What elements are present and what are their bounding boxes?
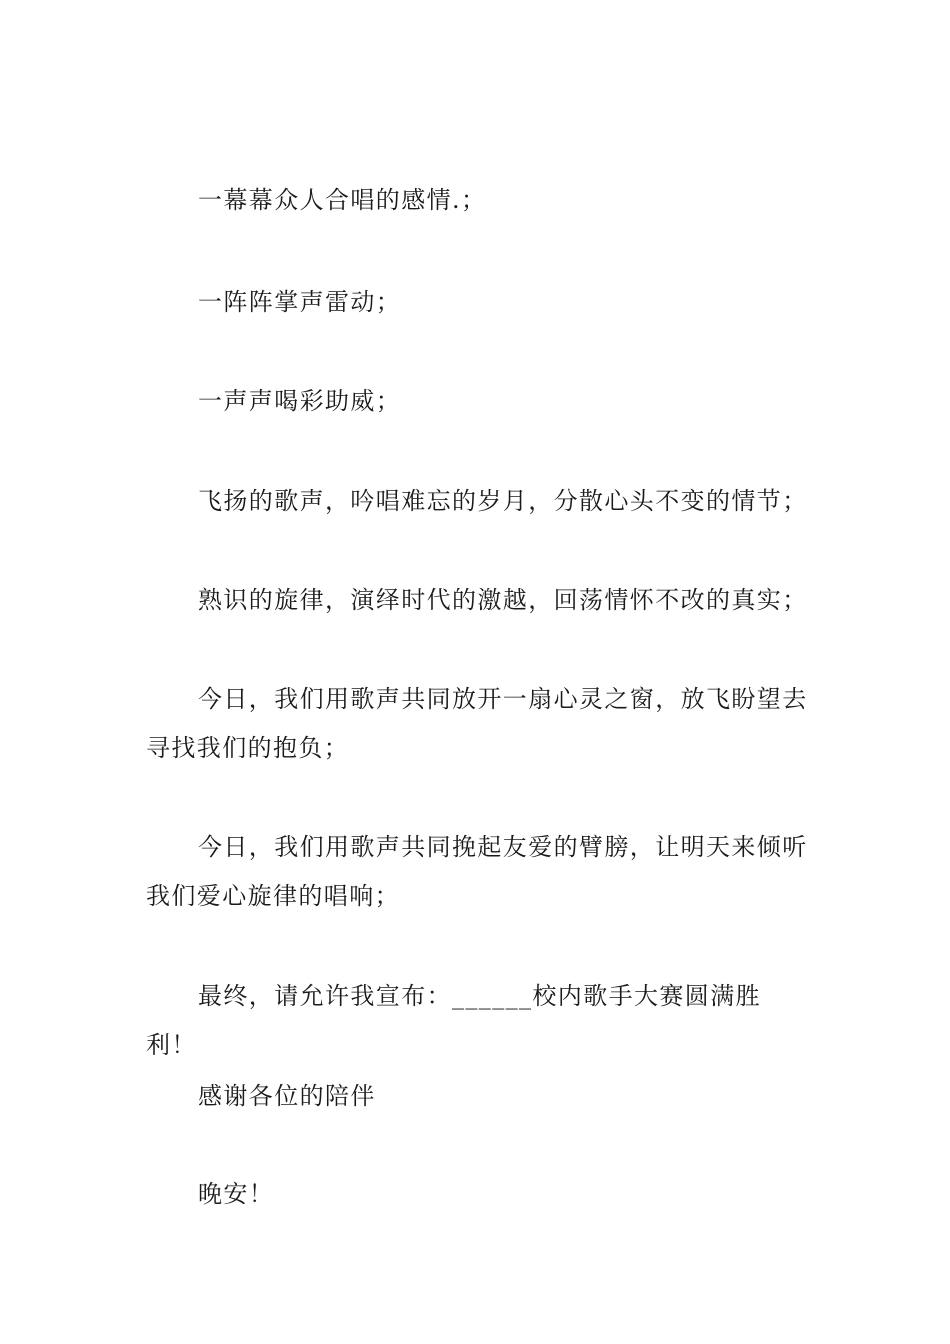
- paragraph-4: 飞扬的歌声，吟唱难忘的岁月，分散心头不变的情节；: [198, 487, 808, 515]
- paragraph-7: 今日，我们用歌声共同挽起友爱的臂膀，让明天来倾听我们爱心旋律的唱响；: [146, 833, 808, 910]
- paragraph-3: 一声声喝彩助威；: [198, 387, 402, 415]
- paragraph-9: 感谢各位的陪伴: [198, 1082, 376, 1110]
- paragraph-6: 今日，我们用歌声共同放开一扇心灵之窗，放飞盼望去寻找我们的抱负；: [146, 685, 808, 762]
- paragraph-1: 一幕幕众人合唱的感情.；: [198, 186, 487, 214]
- paragraph-10: 晚安！: [198, 1180, 275, 1208]
- paragraph-8: 最终，请允许我宣布：______校内歌手大赛圆满胜利！: [146, 982, 761, 1059]
- paragraph-2: 一阵阵掌声雷动；: [198, 288, 402, 316]
- paragraph-5: 熟识的旋律，演绎时代的激越，回荡情怀不改的真实；: [198, 586, 808, 614]
